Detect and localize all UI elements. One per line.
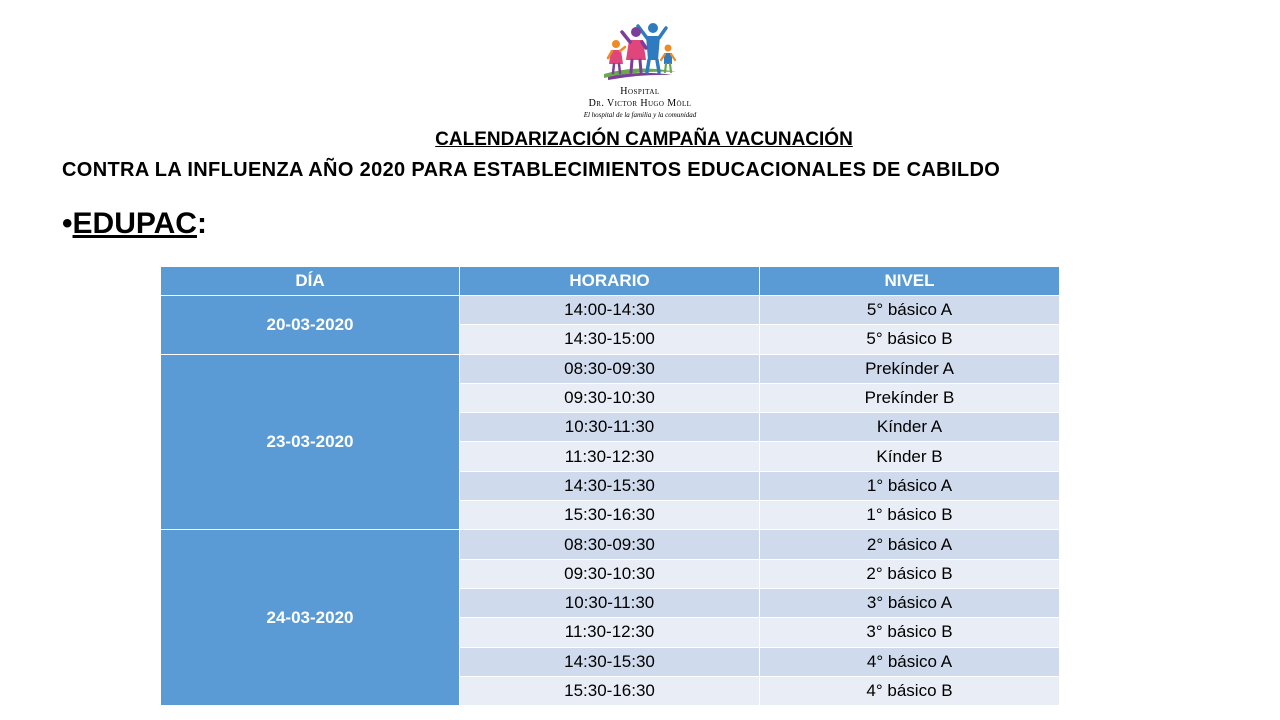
logo-hospital-name: Dr. Victor Hugo Möll (588, 98, 692, 109)
time-cell: 08:30-09:30 (460, 530, 759, 558)
day-cell: 24-03-2020 (161, 530, 459, 705)
level-cell: 2° básico B (760, 560, 1059, 588)
time-cell: 14:30-15:00 (460, 325, 759, 353)
page-title: CALENDARIZACIÓN CAMPAÑA VACUNACIÓN (435, 129, 853, 150)
bullet: • (62, 207, 73, 240)
level-cell: Prekínder B (760, 384, 1059, 412)
time-cell: 08:30-09:30 (460, 355, 759, 383)
level-cell: 3° básico A (760, 589, 1059, 617)
time-cell: 15:30-16:30 (460, 501, 759, 529)
section-heading (62, 204, 207, 244)
logo-tagline: El hospital de la familia y la comunidad (583, 111, 697, 119)
page-subtitle: CONTRA LA INFLUENZA AÑO 2020 PARA ESTABLECIMIENTOS EDUCACIONALES DE CABILDO (62, 159, 1001, 181)
level-cell: Prekínder A (760, 355, 1059, 383)
column-header-day: DÍA (161, 267, 459, 295)
time-cell: 10:30-11:30 (460, 413, 759, 441)
level-cell: 4° básico A (760, 648, 1059, 676)
section-name: EDUPAC (72, 207, 197, 240)
level-cell: 1° básico B (760, 501, 1059, 529)
column-header-level: NIVEL (760, 267, 1059, 295)
time-cell: 14:30-15:30 (460, 648, 759, 676)
column-header-time: HORARIO (460, 267, 759, 295)
schedule-table (161, 267, 1057, 705)
day-cell: 23-03-2020 (161, 355, 459, 530)
hospital-logo (568, 20, 712, 124)
level-cell: Kínder A (760, 413, 1059, 441)
time-cell: 14:30-15:30 (460, 472, 759, 500)
section-suffix: : (196, 207, 207, 240)
time-cell: 11:30-12:30 (460, 618, 759, 646)
time-cell: 15:30-16:30 (460, 677, 759, 705)
level-cell: 5° básico A (760, 296, 1059, 324)
level-cell: 4° básico B (760, 677, 1059, 705)
level-cell: 1° básico A (760, 472, 1059, 500)
level-cell: 2° básico A (760, 530, 1059, 558)
time-cell: 14:00-14:30 (460, 296, 759, 324)
level-cell: Kínder B (760, 442, 1059, 470)
level-cell: 3° básico B (760, 618, 1059, 646)
time-cell: 10:30-11:30 (460, 589, 759, 617)
day-cell: 20-03-2020 (161, 296, 459, 354)
family-logo-icon (568, 20, 712, 86)
level-cell: 5° básico B (760, 325, 1059, 353)
time-cell: 11:30-12:30 (460, 442, 759, 470)
logo-hospital-label: Hospital (620, 86, 660, 97)
time-cell: 09:30-10:30 (460, 560, 759, 588)
time-cell: 09:30-10:30 (460, 384, 759, 412)
